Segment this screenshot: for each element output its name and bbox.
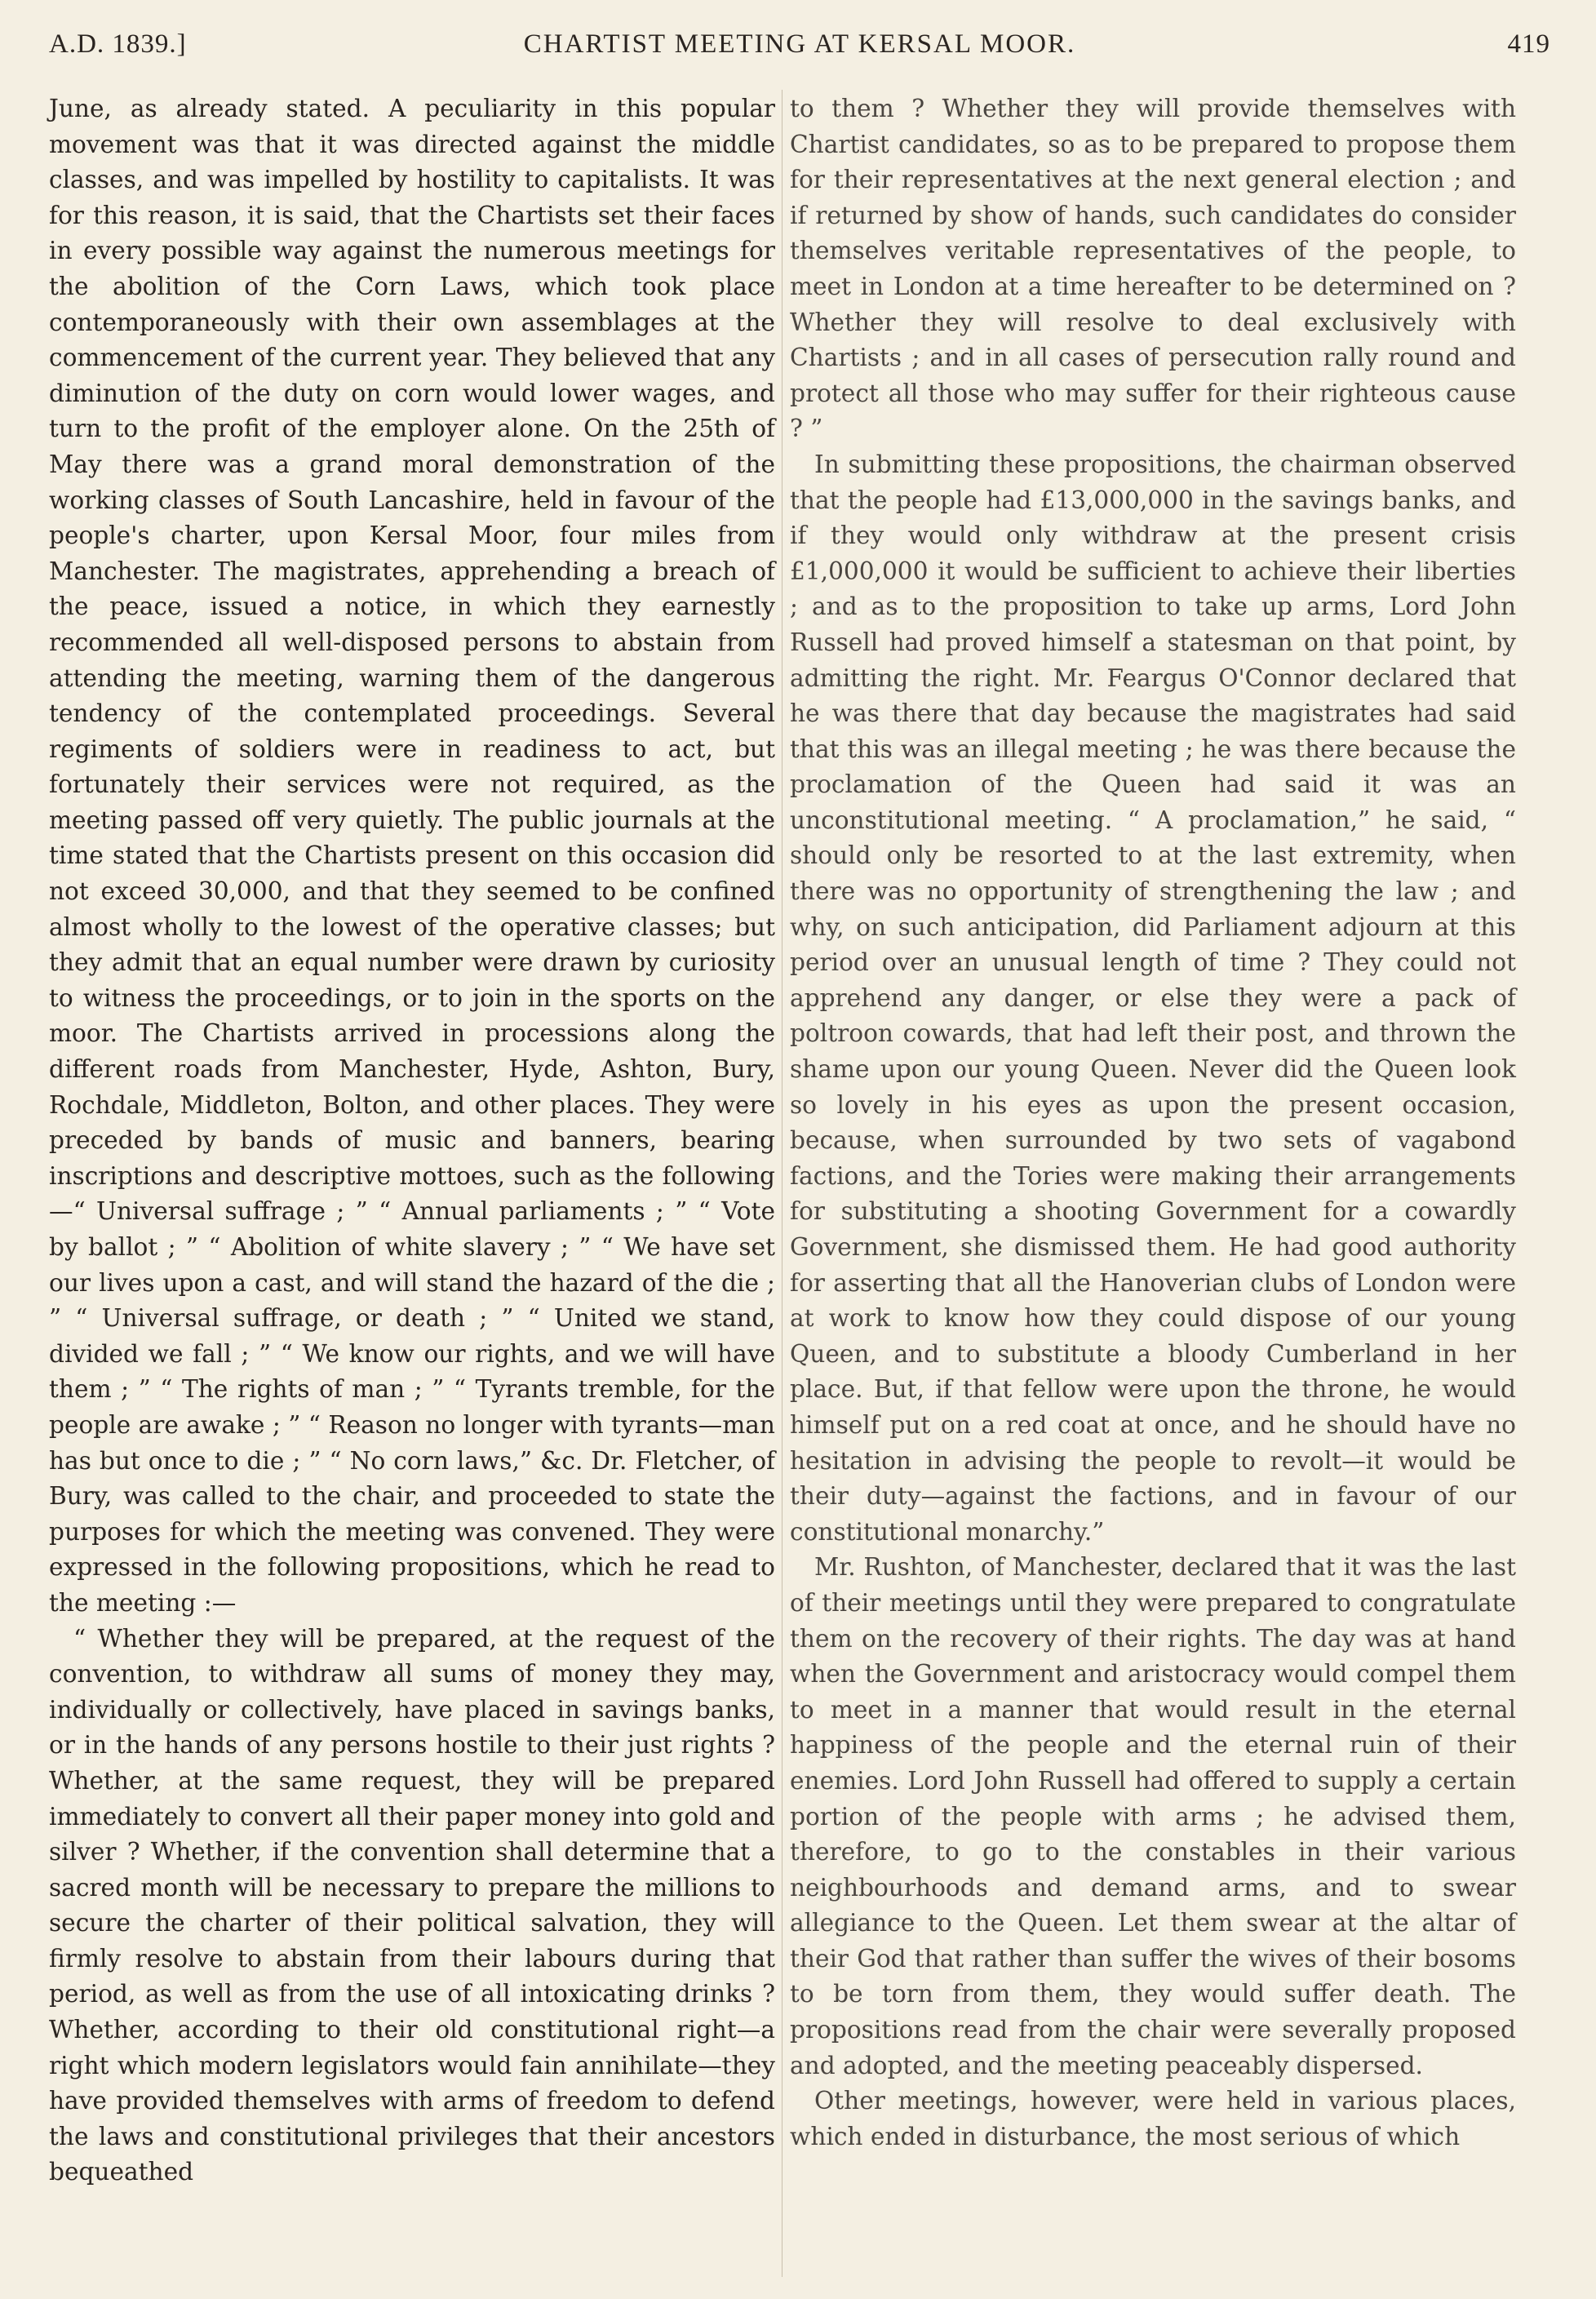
left-paragraph-2: “ Whether they will be prepared, at the request of the convention, to withdraw all sums of money they may, individually or collectively, have placed in savings banks, or in the hands of any persons hostile to their just rights ? Whether, at the same request, they will be prepared immediately to convert all their paper money into gold and silver ? Whether, if the convention shall determine that a sacred month will be necessary to prepare the millions to secure the charter of their political salvation, they will firmly resolve to abstain from their labours during that period, as well as from the use of all intoxicating drinks ? Whether, according to their old constitutional right—a right which modern legislators would fain annihilate—they have provided themselves with arms of freedom to defend the laws and constitutional privileges that their ancestors bequeathed — [49, 1624, 775, 2186]
right-paragraph-3: Mr. Rushton, of Manchester, declared that it was the last of their meetings until they were prepared to congratulate them on the recovery of their rights. The day was at hand when the Government and aristocracy would compel them to meet in a manner that would result in the eternal happiness of the people and the eternal ruin of their enemies. Lord John Russell had offered to supply a certain portion of the people with arms ; he advised them, therefore, to go to the constables in their various neighbourhoods and demand arms, and to swear allegiance to the Queen. Let them swear at the altar of their God that rather than suffer the wives of their bosoms to be torn from them, they would suffer death. The propositions read from the chair were severally proposed and adopted, and the meeting peaceably dispersed. — [790, 1553, 1516, 2079]
left-column — [49, 91, 775, 2190]
header-date: A.D. 1839.] — [49, 29, 187, 59]
header-title: CHARTIST MEETING AT KERSAL MOOR. — [523, 29, 1076, 59]
right-paragraph-4: Other meetings, however, were held in various places, which ended in disturbance, the most serious of which — [790, 2087, 1516, 2150]
page-number: 419 — [1507, 29, 1550, 59]
running-header — [49, 23, 1550, 72]
left-paragraph-1: June, as already stated. A peculiarity in this popular movement was that it was directed against the middle classes, and was impelled by hostility to capitalists. It was for this reason, it is said, that the Chartists set their faces in every possible way against the numerous meetings for the abolition of the Corn Laws, which took place contemporaneously with their own assemblages at the commencement of the current year. They believed that any diminution of the duty on corn would lower wages, and turn to the profit of the employer alone. On the 25th of May there was a grand moral demonstration of the working classes of South Lancashire, held in favour of the people's charter, upon Kersal Moor, four miles from Manchester. The magistrates, apprehending a breach of the peace, issued a notice, in which they earnestly recommended all well-disposed persons to abstain from attending the meeting, warning them of the dangerous tendency of the contemplated proceedings. Several regiments of soldiers were in readiness to act, but fortunately their services were not required, as the meeting passed off very quietly. The public journals at the time stated that the Chartists present on this occasion did not exceed 30,000, and that they seemed to be confined almost wholly to the lowest of the operative classes; but they admit that an equal number were drawn by curiosity to witness the proceedings, or to join in the sports on the moor. The Chartists arrived in processions along the different roads from Manchester, Hyde, Ashton, Bury, Rochdale, Middleton, Bolton, and other places. They were preceded by bands of music and banners, bearing inscriptions and descriptive mottoes, such as the following—“ Universal suffrage ; ” “ Annual parliaments ; ” “ Vote by ballot ; ” “ Abolition of white slavery ; ” “ We have set our lives upon a cast, and will stand the hazard of the die ; ” “ Universal suffrage, or death ; ” “ United we stand, divided we fall ; ” “ We know our rights, and we will have them ; ” “ The rights of man ; ” “ Tyrants tremble, for the people are awake ; ” “ Reason no longer with tyrants—man has but once to die ; ” “ No corn laws,” &c. Dr. Fletcher, of Bury, was called to the chair, and proceeded to state the purposes for which the meeting was convened. They were expressed in the following propositions, which he read to the meeting :— — [49, 95, 775, 1617]
right-column — [790, 91, 1516, 2155]
right-paragraph-1: to them ? Whether they will provide themselves with Chartist candidates, so as to be prepared to propose them for their representatives at the next general election ; and if returned by show of hands, such candidates do consider themselves veritable representatives of the people, to meet in London at a time hereafter to be determined on ? Whether they will resolve to deal exclusively with Chartists ; and in all cases of persecution rally round and protect all those who may suffer for their righteous cause ? ” — [790, 95, 1516, 443]
right-paragraph-2: In submitting these propositions, the chairman observed that the people had £13,000,000 in the savings banks, and if they would only withdraw at the present crisis £1,000,000 it would be sufficient to achieve their liberties ; and as to the proposition to take up arms, Lord John Russell had proved himself a statesman on that point, by admitting the right. Mr. Feargus O'Connor declared that he was there that day because the magistrates had said that this was an illegal meeting ; he was there because the proclamation of the Queen had said it was an unconstitutional meeting. “ A proclamation,” he said, “ should only be resorted to at the last extremity, when there was no opportunity of strengthening the law ; and why, on such anticipation, did Parliament adjourn at this period over an unusual length of time ? They could not apprehend any danger, or else they were a pack of poltroon cowards, that had left their post, and thrown the shame upon our young Queen. Never did the Queen look so lovely in his eyes as upon the present occasion, because, when surrounded by two sets of vagabond factions, and the Tories were making their arrangements for substituting a shooting Government for a cowardly Government, she dismissed them. He had good authority for asserting that all the Hanoverian clubs of London were at work to know how they could dispose of our young Queen, and to substitute a bloody Cumberland in her place. But, if that fellow were upon the throne, he would himself put on a red coat at once, and he should have no hesitation in advising the people to revolt—it would be their duty—against the factions, and in favour of our constitutional monarchy.” — [790, 450, 1516, 1546]
